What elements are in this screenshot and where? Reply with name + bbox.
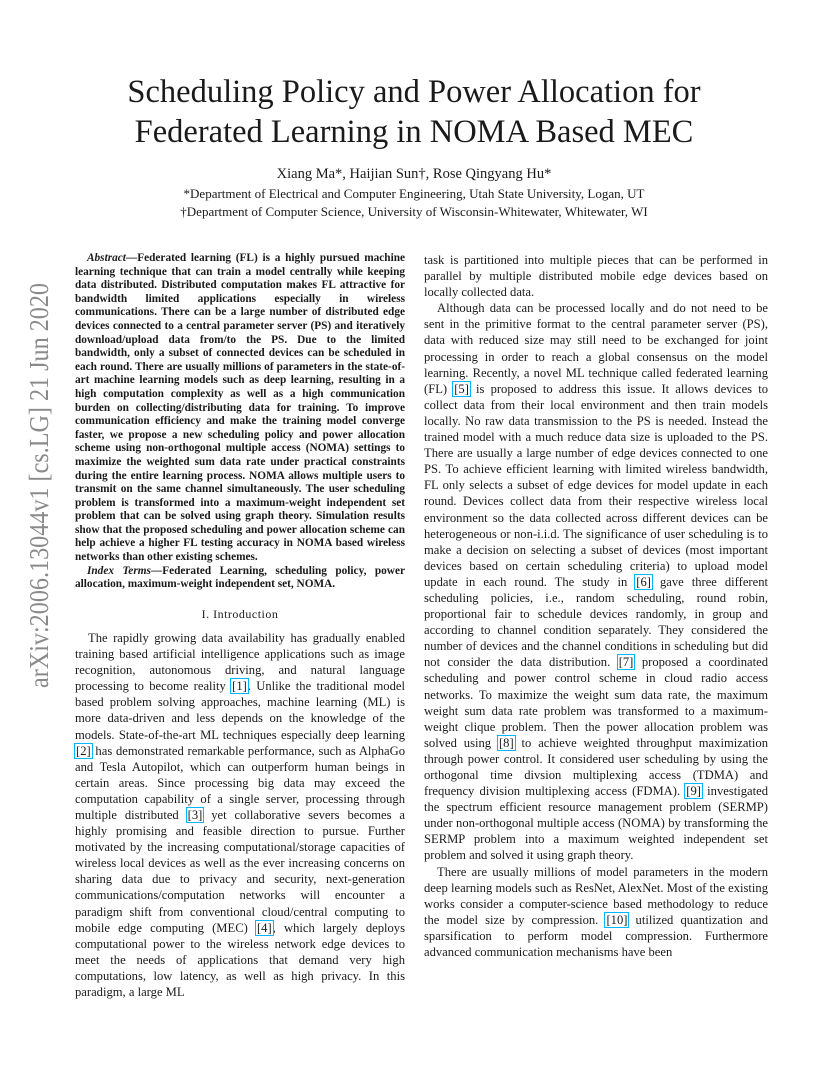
text-run: is proposed to address this issue. It allows devices to collect data from their local environment and then train models locally. No raw data transmission to the PS is needed. Instead the trained model with a much reduce data size is uploaded to the PS. There are usually a large number of edge devices connected to one PS. To achieve efficient learning with limited wireless bandwidth, FL only selects a subset of edge devices for model update in each round. Devices collect data from their respective wireless local environment so the data collected across different devices can be heterogeneous or non-i.i.d. The significance of user scheduling is to make a decision on selecting a subset of devices (most important devices based on certain scheduling criteria) to upload model update in each round. The study in <box>424 381 768 589</box>
text-run: utilized quantization and sparsification to perform model compression. Furthermore advanced communication mechanisms have been <box>424 912 768 960</box>
text-run: has demonstrated remarkable performance, such as AlphaGo and Tesla Autopilot, which can outperform human beings in certain areas. Since processing big data may exceed the computation capability of a single server, processing through multiple distributed <box>75 743 405 822</box>
text-run: investigated the spectrum efficient resource management problem (SERMP) under non-orthogonal multiple access (NOMA) by transforming the SERMP problem into a maximum weighted independent set problem and solved it using graph theory. <box>424 784 768 863</box>
abstract-text: —Federated learning (FL) is a highly pursued machine learning technique that can train a model centrally while keeping data distributed. Distributed computation makes FL attractive for bandwidth limited applications especially in wireless communications. There can be a large number of distributed edge devices connected to a central parameter server (PS) and iteratively download/upload data from/to the PS. Due to the limited bandwidth, only a subset of connected devices can be scheduled in each round. There are usually millions of parameters in the state-of-art machine learning models such as deep learning, resulting in a high computation complexity as well as a high communication burden on collecting/distributing data for training. To improve communication efficiency and make the training model converge faster, we propose a new scheduling policy and power allocation scheme using non-orthogonal multiple access (NOMA) settings to maximize the weighted sum data rate under practical constraints during the entire learning process. NOMA allows multiple users to transmit on the same channel simultaneously. The user scheduling problem is transformed into a maximum-weight independent set problem that can be solved using graph theory. Simulation results show that the proposed scheduling and power allocation scheme can help achieve a higher FL testing accuracy in NOMA based wireless networks than other existing schemes. <box>75 252 405 564</box>
intro-paragraph-2 <box>424 300 768 863</box>
intro-paragraph-3 <box>424 864 768 961</box>
paper-title <box>60 72 768 152</box>
affiliation-2: †Department of Computer Science, University of Wisconsin-Whitewater, Whitewater, WI <box>180 204 648 219</box>
abstract-label: Abstract <box>87 252 126 264</box>
text-run: gave three different scheduling policies, i.e., random scheduling, round robin, proportional fair to schedule devices randomly, in group and according to channel condition separately. They considered the number of devices and the channel conditions in scheduling but did not consider the data distribution. <box>424 574 768 670</box>
abstract <box>75 252 405 565</box>
author-list: Xiang Ma*, Haijian Sun†, Rose Qingyang Hu* <box>276 166 552 182</box>
section-heading-introduction: I. Introduction <box>201 606 279 621</box>
affiliation-1: *Department of Electrical and Computer Engineering, Utah State University, Logan, UT <box>183 186 645 201</box>
citation-link[interactable]: [7] <box>618 655 634 670</box>
arxiv-stamp-text: arXiv:2006.13044v1 [cs.LG] 21 Jun 2020 <box>24 270 54 688</box>
citation-link[interactable]: [9] <box>686 784 701 799</box>
right-column <box>424 252 768 960</box>
text-run: yet collaborative severs becomes a highly promising and feasible direction to pursue. Further motivated by the increasing computational/storage capacities of wireless local devices as well as the ever increasing concerns on sharing data due to privacy and security, next-generation communications/computation networks will encounter a paradigm shift from conventional cloud/central computing to mobile edge computing (MEC) <box>75 807 405 935</box>
text-run: There are usually millions of model parameters in the modern deep learning models such as ResNet, AlexNet. Most of the existing works consider a computer-science based methodology to reduce the model size by compression. <box>424 864 768 927</box>
citation-link[interactable]: [10] <box>606 912 628 927</box>
text-run: , which largely deploys computational power to the wireless network edge devices to meet the needs of applications that demand very high computations, low latency, as well as high privacy. In this paradigm, a large ML <box>75 920 405 999</box>
text-run: Although data can be processed locally and do not need to be sent in the primitive format to the central parameter server (PS), data with reduced size may still need to be exchanged for joint processing in order to reach a global consensus on the model learning. Recently, a novel ML technique called federated learning (FL) <box>424 301 768 396</box>
intro-paragraph-1 <box>75 630 405 1000</box>
citation-link[interactable]: [1] <box>232 679 247 694</box>
left-column <box>75 252 405 1000</box>
title-line-2: Federated Learning in NOMA Based MEC <box>134 114 694 150</box>
text-run: . Unlike the traditional model based problem solving approaches, machine learning (ML) is more data-driven and less depends on the knowledge of the models. State-of-the-art ML techniques especially deep learning <box>75 679 405 742</box>
index-terms <box>75 565 405 592</box>
citation-link[interactable]: [3] <box>187 807 203 822</box>
arxiv-stamp <box>20 270 56 690</box>
text-run: to achieve weighted throughput maximization through power control. It considered user scheduling by using the orthogonal time divsion multiplexing access (TDMA) and frequency division multiplexing access (FDMA). <box>424 735 769 799</box>
title-line-1: Scheduling Policy and Power Allocation for <box>127 74 701 110</box>
index-terms-label: Index Terms <box>87 564 151 577</box>
citation-link[interactable]: [8] <box>498 735 514 750</box>
citation-link[interactable]: [6] <box>636 574 651 589</box>
citation-link[interactable]: [5] <box>454 381 469 396</box>
intro-paragraph-1-continued: task is partitioned into multiple pieces that can be performed in parallel by multiple distributed mobile edge devices based on locally collected data. <box>424 253 768 300</box>
text-run: The rapidly growing data availability has gradually enabled training based artificial intelligence applications such as image recognition, autonomous driving, and natural language processing to become reality <box>75 630 405 694</box>
text-run: proposed a coordinated scheduling and power control scheme in cloud radio access networks. To maximize the weight sum data rate, the maximum weight sum data rate problem was transformed to a maximum-weight clique problem. Then the power allocation problem was solved using <box>424 655 768 750</box>
citation-link[interactable]: [4] <box>256 920 272 935</box>
index-terms-text: —Federated Learning, scheduling policy, power allocation, maximum-weight independent set, NOMA. <box>75 564 405 591</box>
citation-link[interactable]: [2] <box>76 743 91 758</box>
